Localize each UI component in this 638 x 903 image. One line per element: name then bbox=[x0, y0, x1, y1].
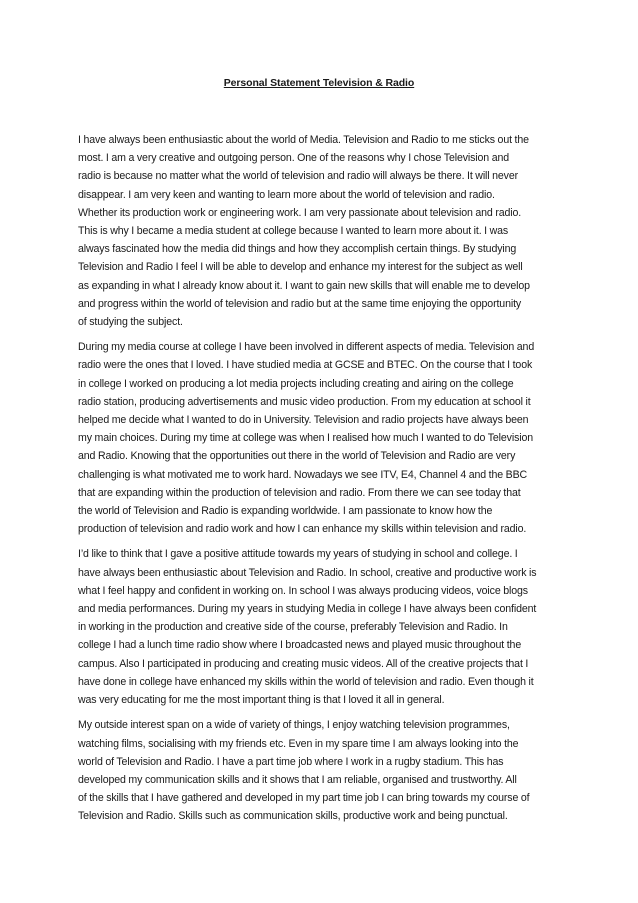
paragraph-line: of studying the subject. bbox=[78, 316, 183, 329]
paragraph-line: as expanding in what I already know about it. I want to gain new skills that will enable me to develop bbox=[78, 279, 530, 292]
paragraph-line: my main choices. During my time at college was when I realised how much I wanted to do Television bbox=[78, 432, 534, 445]
paragraph bbox=[78, 545, 563, 709]
paragraph-line: and progress within the world of television and radio but at the same time enjoying the opportunity bbox=[78, 297, 522, 310]
paragraph-line: challenging is what motivated me to work hard. Nowadays we see ITV, E4, Channel 4 and the BBC bbox=[78, 468, 528, 481]
paragraph-line: was very educating for me the most important thing is that I loved it all in general. bbox=[78, 694, 445, 707]
paragraph-line: the world of Television and Radio is expanding worldwide. I am passionate to know how the bbox=[78, 505, 493, 518]
paragraph-line: This is why I became a media student at college because I wanted to learn more about it. I was bbox=[78, 225, 509, 238]
paragraph-line: production of television and radio work and how I can enhance my skills within television and radio. bbox=[78, 523, 527, 536]
paragraph-line: Television and Radio I feel I will be able to develop and enhance my interest for the subject as well bbox=[78, 261, 523, 274]
paragraph-line: always fascinated how the media did things and how they accomplish certain things. By studying bbox=[78, 243, 517, 256]
paragraph-line: watching films, socialising with my friends etc. Even in my spare time I am always looking into the bbox=[78, 737, 519, 750]
paragraph-line: Whether its production work or engineering work. I am very passionate about television and radio. bbox=[78, 206, 522, 219]
document-title: Personal Statement Television & Radio bbox=[223, 77, 415, 89]
paragraph-line: radio station, producing advertisements and music video production. From my education at school it bbox=[78, 395, 531, 408]
paragraph-line: and Radio. Knowing that the opportunities out there in the world of Television and Radio are very bbox=[78, 450, 516, 463]
paragraph-line: disappear. I am very keen and wanting to learn more about the world of television and radio. bbox=[78, 188, 495, 201]
paragraph bbox=[78, 716, 563, 825]
paragraph-line: helped me decide what I wanted to do in University. Television and radio projects have always been bbox=[78, 414, 529, 427]
paragraph bbox=[78, 338, 563, 538]
paragraph-line: most. I am a very creative and outgoing person. One of the reasons why I chose Television and bbox=[78, 152, 510, 165]
paragraph bbox=[78, 131, 563, 331]
paragraph-line: of the skills that I have gathered and developed in my part time job I can bring towards my course of bbox=[78, 792, 530, 805]
paragraph-line: radio is because no matter what the world of television and radio will always be there. It will never bbox=[78, 170, 519, 183]
paragraph-line: world of Television and Radio. I have a part time job where I work in a rugby stadium. This has bbox=[78, 755, 504, 768]
paragraph-line: I’d like to think that I gave a positive attitude towards my years of studying in school and college. I bbox=[78, 548, 518, 561]
paragraph-line: in working in the production and creative side of the course, preferably Television and Radio. In bbox=[78, 621, 508, 634]
paragraph-line: I have always been enthusiastic about the world of Media. Television and Radio to me sticks out the bbox=[78, 134, 529, 146]
paragraph-line: developed my communication skills and it shows that I am reliable, organised and trustworthy. All bbox=[78, 773, 517, 786]
paragraph-line: college I had a lunch time radio show where I broadcasted news and played music throughout the bbox=[78, 639, 522, 652]
paragraph-line: in college I worked on producing a lot media projects including creating and airing on the college bbox=[78, 377, 514, 390]
paragraph-line: what I feel happy and confident in working on. In school I was always producing videos, voice blogs bbox=[78, 584, 528, 597]
paragraph-line: During my media course at college I have been involved in different aspects of media. Television and bbox=[78, 341, 535, 354]
document-body bbox=[78, 131, 563, 833]
paragraph-line: that are expanding within the production of television and radio. From there we can see today that bbox=[78, 486, 521, 499]
paragraph-line: have done in college have enhanced my skills within the world of television and radio. Even though it bbox=[78, 675, 534, 688]
paragraph-line: My outside interest span on a wide of variety of things, I enjoy watching television programmes, bbox=[78, 719, 510, 732]
paragraph-line: radio were the ones that I loved. I have studied media at GCSE and BTEC. On the course that I took bbox=[78, 359, 533, 372]
paragraph-line: have always been enthusiastic about Television and Radio. In school, creative and productive work is bbox=[78, 566, 537, 579]
paragraph-line: and media performances. During my years in studying Media in college I have always been confident bbox=[78, 603, 537, 616]
paragraph-line: Television and Radio. Skills such as communication skills, productive work and being punctual. bbox=[78, 810, 508, 823]
paragraph-line: campus. Also I participated in producing and creating music videos. All of the creative projects that I bbox=[78, 657, 529, 670]
